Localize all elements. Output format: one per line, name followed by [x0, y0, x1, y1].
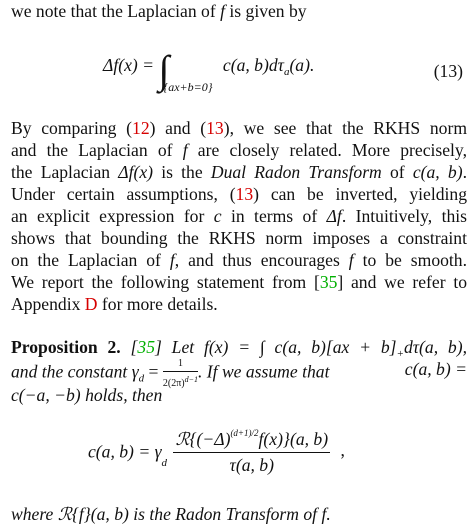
- intro-symbol: f: [220, 1, 225, 21]
- text: of: [381, 162, 413, 182]
- text: =: [144, 361, 163, 382]
- text: ℛ{(−Δ): [175, 429, 231, 449]
- text: Let: [171, 337, 204, 357]
- para-line-6: [11, 227, 467, 249]
- proposition-label: Proposition 2.: [11, 337, 121, 357]
- math-symbol: γ: [131, 361, 139, 382]
- text: .: [326, 504, 331, 524]
- text: are closely related. More precisely,: [187, 140, 467, 160]
- intro-tail: is given by: [224, 1, 307, 21]
- text: the Laplacian: [11, 162, 119, 182]
- eq13-rhs: c(a, b)dτ: [222, 55, 284, 75]
- math-symbol: c: [213, 206, 222, 226]
- eq-c-trailing-comma: ,: [340, 440, 345, 461]
- para-line-9: [11, 293, 218, 315]
- eq-c-denominator: τ(a, b): [229, 455, 274, 475]
- text: , we see that the RKHS norm: [229, 118, 468, 138]
- para-line-2: [11, 139, 467, 161]
- text: and the Laplacian of: [11, 140, 183, 160]
- para-line-3: [11, 161, 467, 183]
- text: f(x)}(a, b): [258, 429, 329, 449]
- citation-35-link[interactable]: 35: [319, 272, 338, 292]
- text: where: [11, 504, 58, 524]
- text: and we refer to: [343, 272, 467, 292]
- equation-c: [88, 428, 345, 476]
- para-line-7: [11, 249, 467, 271]
- eq-c-lhs: c(a, b) = γ: [88, 441, 162, 462]
- text: is the: [153, 162, 211, 182]
- math-subscript: d: [138, 372, 145, 385]
- text: can be inverted, yielding: [259, 184, 467, 204]
- math-symbol: f(x) = ∫ c(a, b)[ax + b]: [203, 337, 397, 357]
- integral-sign: ∫: [158, 47, 170, 92]
- math-symbol: f: [321, 504, 327, 524]
- text: Under certain assumptions,: [11, 184, 230, 204]
- equation-13: [103, 47, 315, 94]
- math-symbol: c(a, b) =: [404, 359, 467, 379]
- text: on the Laplacian of: [11, 250, 170, 270]
- intro-line: [11, 0, 307, 22]
- text: .: [462, 162, 467, 182]
- ref-13-link[interactable]: 13: [235, 184, 254, 204]
- text: . Intuitively, this: [341, 206, 468, 226]
- math-superscript: (d+1)/2: [230, 428, 259, 438]
- math-symbol: Δf: [326, 206, 342, 226]
- eq13-rhs-sub: a: [283, 66, 290, 78]
- proposition-line-3: [11, 384, 162, 406]
- text: for more details.: [97, 294, 218, 314]
- eq13-lhs: Δf(x) =: [103, 55, 155, 75]
- math-symbol: c(a, b): [412, 162, 463, 182]
- text: Appendix: [11, 294, 85, 314]
- para-line-5: [11, 205, 467, 227]
- text: in terms of: [221, 206, 327, 226]
- fraction-numerator: 1: [163, 358, 198, 372]
- italic-term: Dual Radon Transform: [210, 162, 382, 182]
- eq-c-fraction: [173, 428, 330, 476]
- math-symbol: dτ(a, b),: [403, 337, 467, 357]
- text: holds, then: [80, 385, 163, 405]
- text: and the constant: [11, 361, 132, 382]
- fraction-denominator: [163, 372, 198, 389]
- eq-c-lhs-sub: d: [161, 457, 168, 470]
- text: is the Radon Transform of: [128, 504, 322, 524]
- text: 2(2π): [162, 378, 185, 389]
- para-line-1: By comparing (12) and (13), we see that the RKHS norm: [11, 118, 468, 138]
- eq13-rhs-end: (a).: [289, 55, 315, 75]
- ref-13-link[interactable]: 13: [206, 118, 224, 138]
- math-symbol: f: [169, 250, 175, 270]
- text: and: [155, 118, 201, 138]
- math-superscript: d−1: [184, 375, 198, 384]
- proposition-line-1: Proposition 2. [35] Let f(x) = ∫ c(a, $b)[ax + b]_+d\tau(a$, b),: [11, 337, 467, 360]
- text: , and thus encourages: [174, 250, 349, 270]
- para-line-4: Under certain assumptions, (13) can be inverted, yielding: [11, 184, 467, 204]
- text: . If we assume that: [198, 361, 330, 382]
- appendix-d-link[interactable]: D: [84, 294, 98, 314]
- intro-text: we note that the Laplacian of: [11, 1, 221, 21]
- text: We report the following statement from: [11, 272, 314, 292]
- text: an explicit expression for: [11, 206, 214, 226]
- text: shows that bounding the RKHS norm imposes a constraint: [11, 228, 467, 248]
- eq13-number: [434, 60, 463, 82]
- math-symbol: ℛ{f}(a, b): [57, 504, 129, 524]
- math-symbol: f: [182, 140, 188, 160]
- math-subscript: +: [396, 348, 404, 360]
- eq-c-numerator: [173, 428, 330, 453]
- citation-35-link[interactable]: 35: [137, 337, 155, 357]
- closing-line: [11, 503, 331, 525]
- para-line-8: We report the following statement from [35] and we refer to: [11, 272, 467, 292]
- gamma-fraction: [163, 358, 198, 389]
- ref-12-link[interactable]: 12: [132, 118, 150, 138]
- eq13-domain: {ax+b=0}: [163, 80, 213, 94]
- math-symbol: Δf(x): [118, 162, 154, 182]
- text: By comparing: [11, 118, 127, 138]
- math-symbol: c(−a, −b): [11, 385, 81, 405]
- equation-number: (13): [433, 61, 463, 81]
- math-symbol: f: [348, 250, 354, 270]
- text: to be smooth.: [353, 250, 467, 270]
